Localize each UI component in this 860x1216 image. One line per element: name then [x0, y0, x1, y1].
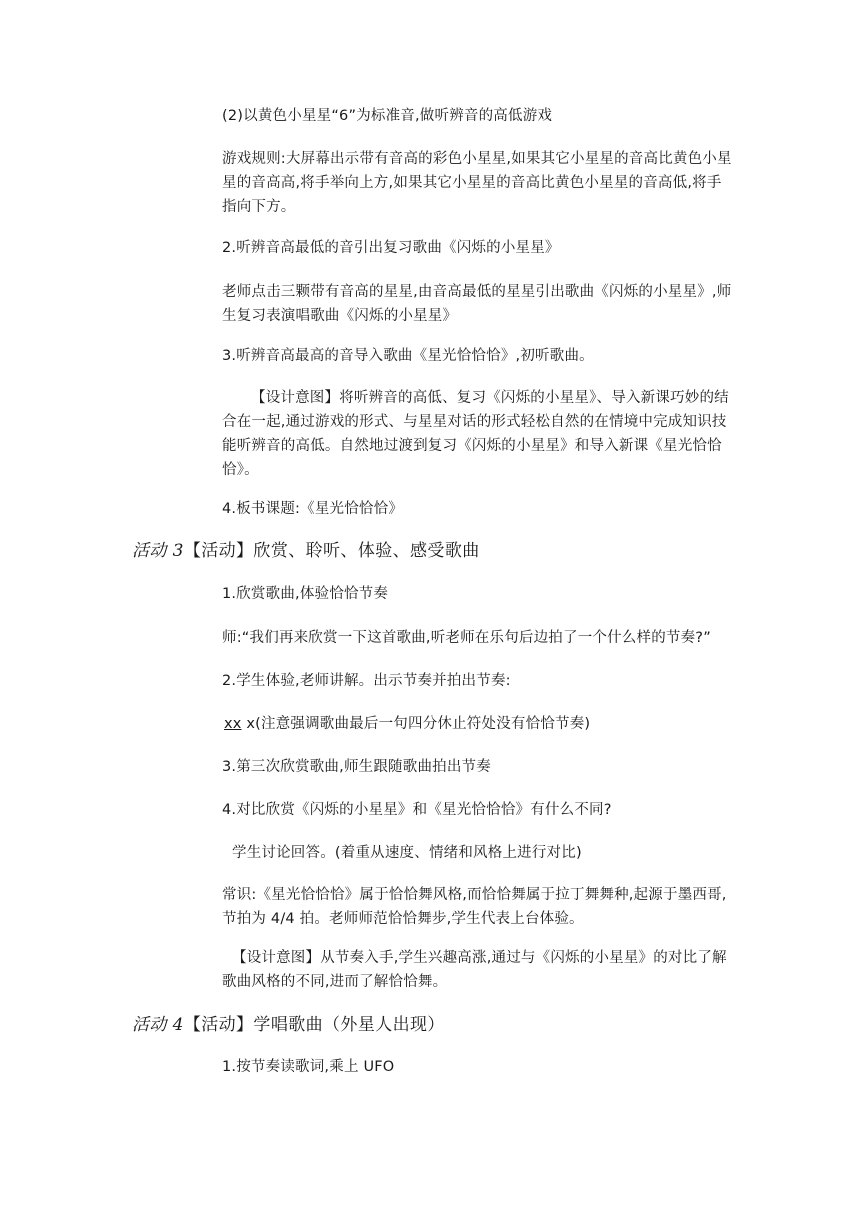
activity-3-title: 【活动】欣赏、聆听、体验、感受歌曲	[183, 541, 480, 561]
paragraph-design-intent-2: 【设计意图】从节奏入手,学生兴趣高涨,通过与《闪烁的小星星》的对比了解歌曲风格的不同,进而了解恰恰舞。	[222, 950, 727, 990]
paragraph-step-2: 2.听辨音高最低的音引出复习歌曲《闪烁的小星星》	[222, 240, 560, 256]
paragraph-a4-step-1: 1.按节奏读歌词,乘上 UFO	[222, 1059, 395, 1075]
rhythm-notation-underlined: xx	[224, 716, 242, 732]
paragraph-game-rules: 游戏规则:大屏幕出示带有音高的彩色小星星,如果其它小星星的音高比黄色小星星的音高高,将手举向上方,如果其它小星星的音高比黄色小星星的音高低,将手指向下方。	[222, 151, 732, 215]
paragraph-discussion: 学生讨论回答。(着重从速度、情绪和风格上进行对比)	[232, 845, 582, 861]
paragraph-knowledge: 常识:《星光恰恰恰》属于恰恰舞风格,而恰恰舞属于拉丁舞舞种,起源于墨西哥,节拍为 4/4 拍。老师师范恰恰舞步,学生代表上台体验。	[222, 887, 727, 927]
paragraph-design-intent-1: 【设计意图】将听辨音的高低、复习《闪烁的小星星》、导入新课巧妙的结合在一起,通过游戏的形式、与星星对话的形式轻松自然的在情境中完成知识技能听辨音的高低。自然地过渡到复习《闪烁的小星星》和导入新课《星光恰恰恰》。	[222, 390, 729, 478]
paragraph-a3-step-4: 4.对比欣赏《闪烁的小星星》和《星光恰恰恰》有什么不同?	[222, 802, 612, 818]
paragraph-rhythm	[224, 712, 734, 736]
activity-4-label: 活动 4	[132, 1015, 184, 1035]
paragraph-game-intro: (2)以黄色小星星“6”为标准音,做听辨音的高低游戏	[222, 108, 553, 124]
paragraph-teacher-quote: 师:“我们再来欣赏一下这首歌曲,听老师在乐句后边拍了一个什么样的节奏?”	[222, 630, 711, 646]
activity-4-heading	[132, 1012, 445, 1038]
paragraph-step-4: 4.板书课题:《星光恰恰恰》	[222, 501, 404, 517]
paragraph-step-3: 3.听辨音高最高的音导入歌曲《星光恰恰恰》,初听歌曲。	[222, 348, 594, 364]
paragraph-a3-step-1: 1.欣赏歌曲,体验恰恰节奏	[222, 586, 389, 602]
rhythm-note: x(注意强调歌曲最后一句四分休止符处没有恰恰节奏)	[241, 716, 591, 732]
paragraph-review-song: 老师点击三颗带有音高的星星,由音高最低的星星引出歌曲《闪烁的小星星》,师生复习表演唱歌曲《闪烁的小星星》	[222, 284, 732, 324]
activity-3-heading	[132, 538, 480, 564]
paragraph-a3-step-3: 3.第三次欣赏歌曲,师生跟随歌曲拍出节奏	[222, 759, 491, 775]
activity-4-title: 【活动】学唱歌曲（外星人出现）	[183, 1015, 445, 1035]
paragraph-a3-step-2: 2.学生体验,老师讲解。出示节奏并拍出节奏:	[222, 673, 511, 689]
activity-3-label: 活动 3	[132, 541, 184, 561]
